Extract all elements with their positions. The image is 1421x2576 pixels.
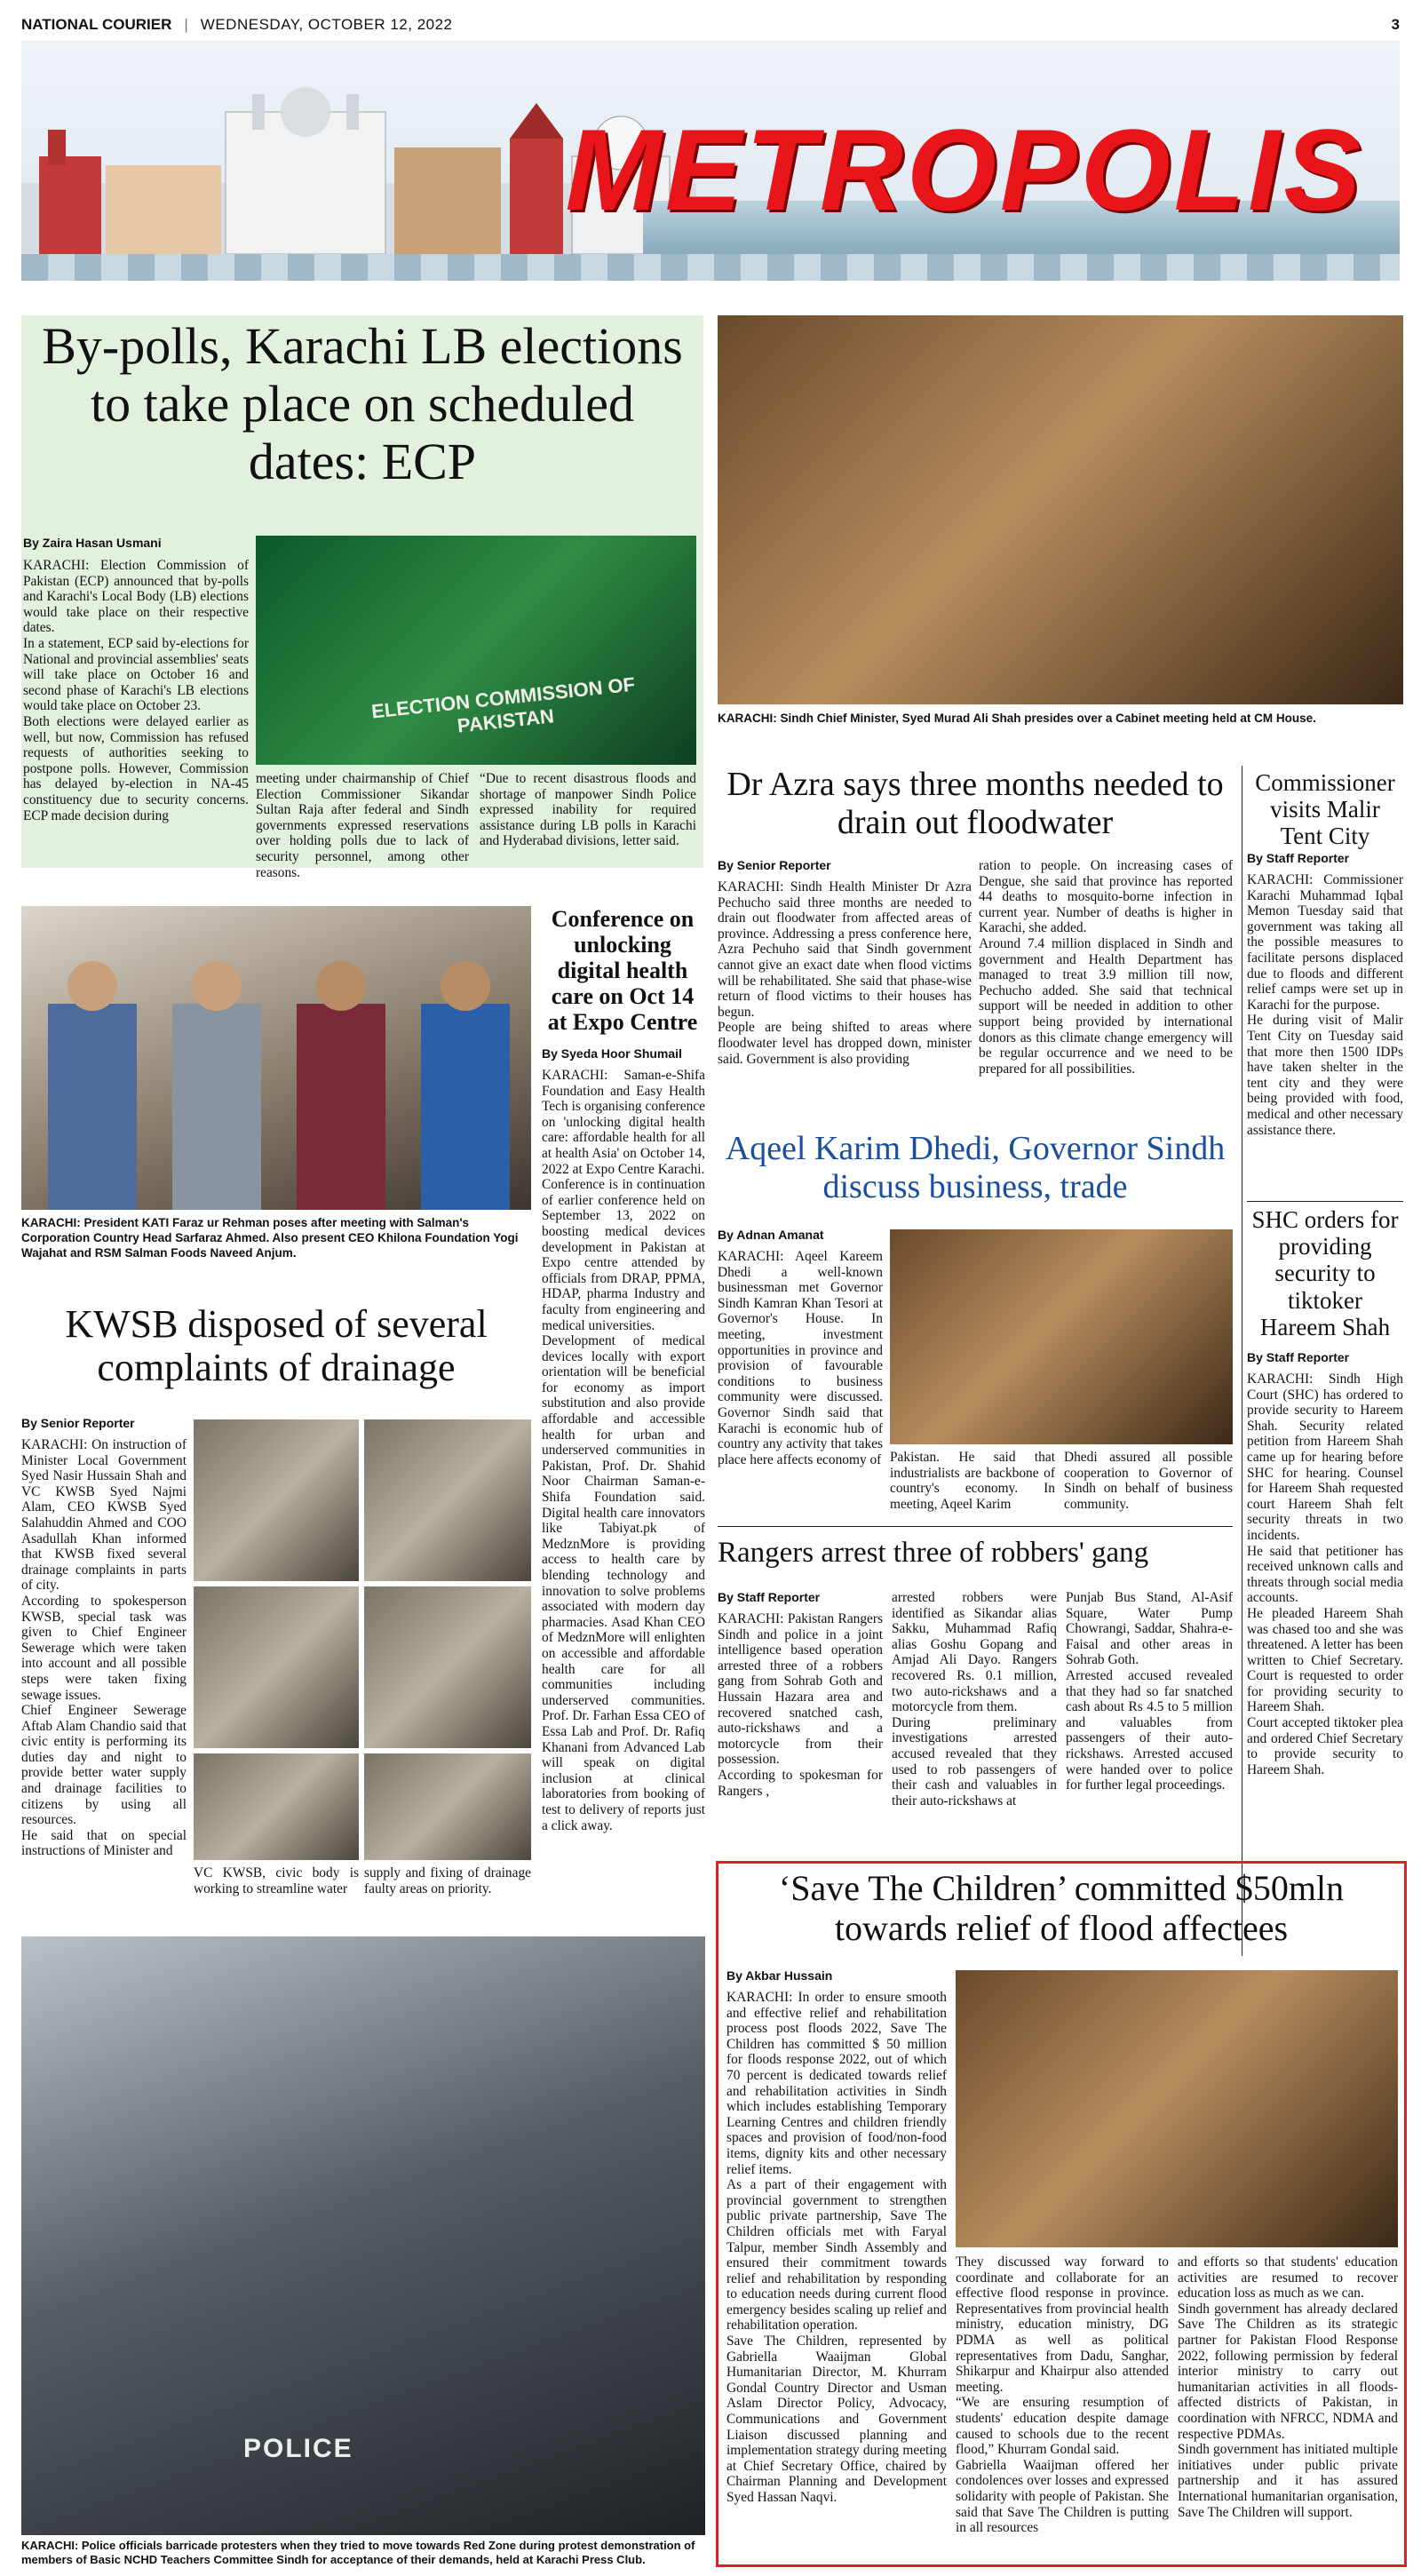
- malir-byline: By Staff Reporter: [1247, 851, 1350, 865]
- aqeel-body-col2: Pakistan. He said that industrialists are backbone of country's economy. In meeting, Aqeel Karim: [890, 1450, 1055, 1512]
- malir-headline[interactable]: Commissioner visits Malir Tent City: [1255, 769, 1395, 850]
- rangers-body-col1: KARACHI: Pakistan Rangers Sindh and police in a joint intelligence based operation arrested three of a robbers gang from Sohrab Goth and Hussain Hazara area and recovered snatched cash, auto-rickshaws and a motorcycle from their possession. According to spokesman for Rangers ,: [718, 1611, 883, 1799]
- ecp-byline: By Zaira Hasan Usmani: [23, 536, 162, 550]
- rangers-body-col3: Punjab Bus Stand, Al-Asif Square, Water Pump Chowrangi, Saddar, Shahra-e-Faisal and other areas in Sohrab Goth. Arrested accused revealed that they had so far snatched cash about Rs 4.5 to 5 million and valuables from passengers of their auto-rickshaws. Arrested accused were handed over to police for further legal proceedings.: [1066, 1590, 1233, 1793]
- rangers-byline: By Staff Reporter: [718, 1590, 821, 1604]
- cabinet-meeting-photo: [718, 315, 1403, 704]
- conf-byline: By Syeda Hoor Shumail: [542, 1046, 682, 1061]
- shc-byline: By Staff Reporter: [1247, 1350, 1350, 1364]
- kwsb-body-col3: supply and fixing of drainage faulty areas on priority.: [364, 1865, 531, 1896]
- kwsb-photo-6: [364, 1753, 531, 1860]
- ecp-headline[interactable]: By-polls, Karachi LB elections to take place on scheduled dates: ECP: [42, 317, 683, 490]
- issue-date: WEDNESDAY, OCTOBER 12, 2022: [200, 16, 453, 33]
- ecp-body-col2: meeting under chairmanship of Chief Election Commissioner Sikandar Sultan Raja after federal and Sindh governments expressed reservations over holding polls due to lack of security personnel, among other reasons.: [256, 771, 469, 880]
- police-caption: KARACHI: Police officials barricade protesters when they tried to move towards Red Zone during protest demonstration of members of Basic NCHD Teachers Committee Sindh for acceptance of their demands, held at Karachi Press Club.: [21, 2539, 695, 2566]
- aqeel-governor-photo: [890, 1229, 1233, 1444]
- rangers-headline[interactable]: Rangers arrest three of robbers' gang: [718, 1537, 1149, 1569]
- kwsb-headline[interactable]: KWSB disposed of several complaints of drainage: [65, 1302, 488, 1390]
- kati-caption: KARACHI: President KATI Faraz ur Rehman poses after meeting with Salman's Corporation Country Head Sarfaraz Ahmed. Also present CEO Khilona Foundation Yogi Wajahat and RSM Salman Foods Naveed Anjum.: [21, 1216, 519, 1260]
- kwsb-photo-5: [194, 1753, 359, 1860]
- police-protest-photo: [21, 1936, 705, 2535]
- rangers-body-col2: arrested robbers were identified as Sikandar alias Sakku, Muhammad Rafiq alias Goshu Gopang and Amjad Ali Dayo. Rangers recovered Rs. 0.1 million, two auto-rickshaws and a motorcycle from them. During preliminary investigations arrested accused revealed that they used to rob passengers of their cash and valuables in their auto-rickshaws at: [892, 1590, 1057, 1809]
- azra-body-col2: ration to people. On increasing cases of Dengue, she said that province has reported 44 deaths to mosquito-borne infection in current year. Number of deaths is higher in Karachi, she added. Around 7.4 million displaced in Sindh and government and Health Department has managed to treat 3.9 million till now, Pechucho added. She said that technical support will be needed in addition to other support being provided by international donors as this climate change emergency will be regular occurrence and we need to be prepared for all possibilities.: [979, 858, 1233, 1077]
- ecp-building-photo: [256, 536, 696, 765]
- separator: |: [184, 16, 188, 33]
- police-vest-text: POLICE: [243, 2434, 353, 2463]
- page-number: 3: [1391, 16, 1400, 33]
- stc-byline: By Akbar Hussain: [726, 1968, 833, 1983]
- masthead-title: METROPOLIS: [565, 105, 1364, 235]
- aqeel-byline: By Adnan Amanat: [718, 1228, 824, 1242]
- stc-body-col2: They discussed way forward to coordinate and collaborate for an effective flood response in province. Representatives from provincial health ministry, education ministry, DG PDMA as well as political representatives from Dadu, Sanghar, Shikarpur and Khairpur also attended meeting. “We are ensuring resumption of students' education despite damage caused to schools due to the recent flood,” Khurram Gondal said. Gabriella Waaijman offered her condolences over losses and expressed solidarity with people of Pakistan. She said that Save The Children is putting in all resources: [956, 2254, 1169, 2536]
- kwsb-photo-4: [364, 1586, 531, 1748]
- azra-headline[interactable]: Dr Azra says three months needed to drain out floodwater: [726, 766, 1224, 841]
- story-divider: [1247, 1201, 1403, 1202]
- conf-headline[interactable]: Conference on unlocking digital health care on Oct 14 at Expo Centre: [547, 906, 698, 1036]
- banner-strip: [21, 254, 1400, 281]
- malir-body: KARACHI: Commissioner Karachi Muhammad Iqbal Memon Tuesday said that government was taking all the possible measures to facilitate persons displaced due to floods and different relief camps were set up in Karachi for the purpose. He during visit of Malir Tent City on Tuesday said that more then 1500 IDPs have taken shelter in the tent city and they were being provided with food, medical and other necessary assistance there.: [1247, 872, 1403, 1138]
- aqeel-body-col1: KARACHI: Aqeel Kareem Dhedi a well-known businessman met Governor Sindh Kamran Khan Tesori at Governor's House. In meeting, investment opportunities in province and provision of favourable conditions to business community were discussed. Governor Sindh said that Karachi is economic hub of country any activity that takes place here affects economy of: [718, 1249, 883, 1467]
- kwsb-photo-3: [194, 1586, 359, 1748]
- cabinet-caption: KARACHI: Sindh Chief Minister, Syed Murad Ali Shah presides over a Cabinet meeting held at CM House.: [718, 712, 1316, 725]
- people-silhouettes: [21, 906, 531, 1210]
- top-bar: [21, 12, 1400, 37]
- stc-meeting-photo: [956, 1970, 1398, 2247]
- shc-body: KARACHI: Sindh High Court (SHC) has ordered to provide security to Hareem Shah. Security related petition from Hareem Shah came up for hearing before SHC for hearing. Counsel for Hareem Shah requested court Hareem Shah felt security threats in two incidents. He said that petitioner has received unknown calls and threats through social media accounts. He pleaded Hareem Shah was chased too and she was threatened. A letter has been written to Chief Secretary. Court is requested to order for providing security to Hareem Shah. Court accepted tiktoker plea and ordered Chief Secretary to provide security to Hareem Shah.: [1247, 1371, 1403, 1777]
- kwsb-photo-1: [194, 1419, 359, 1581]
- shc-headline[interactable]: SHC orders for providing security to tiktoker Hareem Shah: [1251, 1206, 1399, 1340]
- ecp-body-col3: “Due to recent disastrous floods and shortage of manpower Sindh Police expressed inability for required assistance during LB polls in Karachi and Hyderabad divisions, letter said.: [480, 771, 696, 849]
- kati-group-photo: [21, 906, 531, 1210]
- kwsb-photo-2: [364, 1419, 531, 1581]
- stc-headline[interactable]: ‘Save The Children’ committed $50mln towards relief of flood affectees: [778, 1868, 1345, 1948]
- stc-body-col1: KARACHI: In order to ensure smooth and effective relief and rehabilitation process post floods 2022, Save The Children has committed $ 50 million for floods response 2022, out of which 70 percent is dedicated towards relief and rehabilitation activities in Sindh which includes establishing Temporary Learning Centres and children friendly spaces and provision of food/non-food items, dignity kits and other necessary relief items. As a part of their engagement with provincial government to strengthen public private partnership, Save The Children officials met with Faryal Talpur, member Sindh Assembly and ensured their commitment towards relief and rehabilitation by responding to education needs during current flood emergency besides scaling up relief and rehabilitation operation. Save The Children, represented by Gabriella Waaijman Global Humanitarian Director, M. Khurram Gondal Country Director and Usman Aslam Director Policy, Advocacy, Communications and Government Liaison discussed planning and implementation strategy during meeting at Chief Secretary Office, chaired by Chairman Planning and Development Syed Hassan Naqvi.: [726, 1990, 947, 2505]
- azra-body-col1: KARACHI: Sindh Health Minister Dr Azra Pechucho said three months are needed to drain out floodwater from affected areas of province. Addressing a press conference here, Azra Pechuho said that Sindh government cannot give an exact date when flood victims will be rehabilitated. She said that phase-wise return of flood victims to their houses has begun. People are being shifted to areas where floodwater level has dropped down, minister said. Government is also providing: [718, 879, 972, 1067]
- stc-body-col3: and efforts so that students' education activities are resumed to recover education loss as much as we can. Sindh government has already declared Save The Children as its strategic partner for Pakistan Flood Response 2022, following permission by federal interior ministry to carry out humanitarian activities in all floods-affected districts of Pakistan, in coordination with NFRCC, NDMA and respective PDMAs. Sindh government has initiated multiple initiatives under public private partnership and it has assured International humanitarian organisation, Save The Children will support.: [1178, 2254, 1398, 2520]
- kwsb-body-col1: KARACHI: On instruction of Minister Local Government Syed Nasir Hussain Shah and VC KWSB Syed Najmi Alam, CEO KWSB Syed Salahuddin Ahmed and COO Asadullah Khan informed that KWSB fixed several drainage complaints in parts of city. According to spokesperson KWSB, special task was given to Chief Engineer Sewerage which were taken into account and all possible steps were taken fixing sewage issues. Chief Engineer Sewerage Aftab Alam Chandio said that civic entity is performing its duties day and night to provide better water supply and drainage facilities to citizens by using all resources. He said that on special instructions of Minister and: [21, 1437, 187, 1859]
- masthead-banner: [21, 41, 1400, 281]
- ecp-sign-text: ELECTION COMMISSION OF PAKISTAN: [369, 672, 637, 737]
- story-divider: [718, 1526, 1233, 1527]
- kwsb-byline: By Senior Reporter: [21, 1416, 135, 1430]
- conf-body: KARACHI: Saman-e-Shifa Foundation and Easy Health Tech is organising conference on 'unlocking digital health care: affordable health for all at health Asia' on October 14, 2022 at Expo Centre Karachi. Conference is in continuation of earlier conference held on September 13, 2022 on boosting medical devices development in Pakistan at Expo centre attended by officials from DRAP, PPMA, HDAP, pharma Industry and faculty from engineering and medical universities. Development of medical devices locally with export orientation will be beneficial for economy as import substitution and also provide affordable and accessible health for urban and underserved communities in Pakistan, Prof. Dr. Shahid Noor Chairman Saman-e-Shifa Foundation said. Digital health care innovators like Tabiyat.pk of MedznMore is providing access to health care by blending technology and innovation to solve problems associated with modern day pharmacies. Asad Khan CEO of MedznMore will enlighten on accessible and affordable health care for all communities including underserved communities. Prof. Dr. Farhan Essa CEO of Essa Lab and Prof. Dr. Rafiq Khanani from Advanced Lab will speak on digital inclusion at clinical laboratories from booking of test to delivery of reports just a click away.: [542, 1068, 705, 1833]
- kwsb-body-col2: VC KWSB, civic body is working to streamline water: [194, 1865, 359, 1896]
- aqeel-body-col3: Dhedi assured all possible cooperation to Governor of Sindh on behalf of business community.: [1064, 1450, 1233, 1512]
- aqeel-headline[interactable]: Aqeel Karim Dhedi, Governor Sindh discuss business, trade: [725, 1130, 1226, 1205]
- ecp-body-col1: KARACHI: Election Commission of Pakistan (ECP) announced that by-polls and Karachi's Local Body (LB) elections would take place on their respective dates. In a statement, ECP said by-elections for National and provincial assemblies' seats will take place on October 16 and second phase of Karachi's LB elections would take place on October 23. Both elections were delayed earlier as well, but now, Commission has refused requests of authorities seeking to postpone polls. However, Commission has delayed by-election in NA-45 constituency due to security concerns. ECP made decision during: [23, 558, 249, 823]
- paper-name: NATIONAL COURIER: [21, 16, 172, 33]
- azra-byline: By Senior Reporter: [718, 858, 831, 872]
